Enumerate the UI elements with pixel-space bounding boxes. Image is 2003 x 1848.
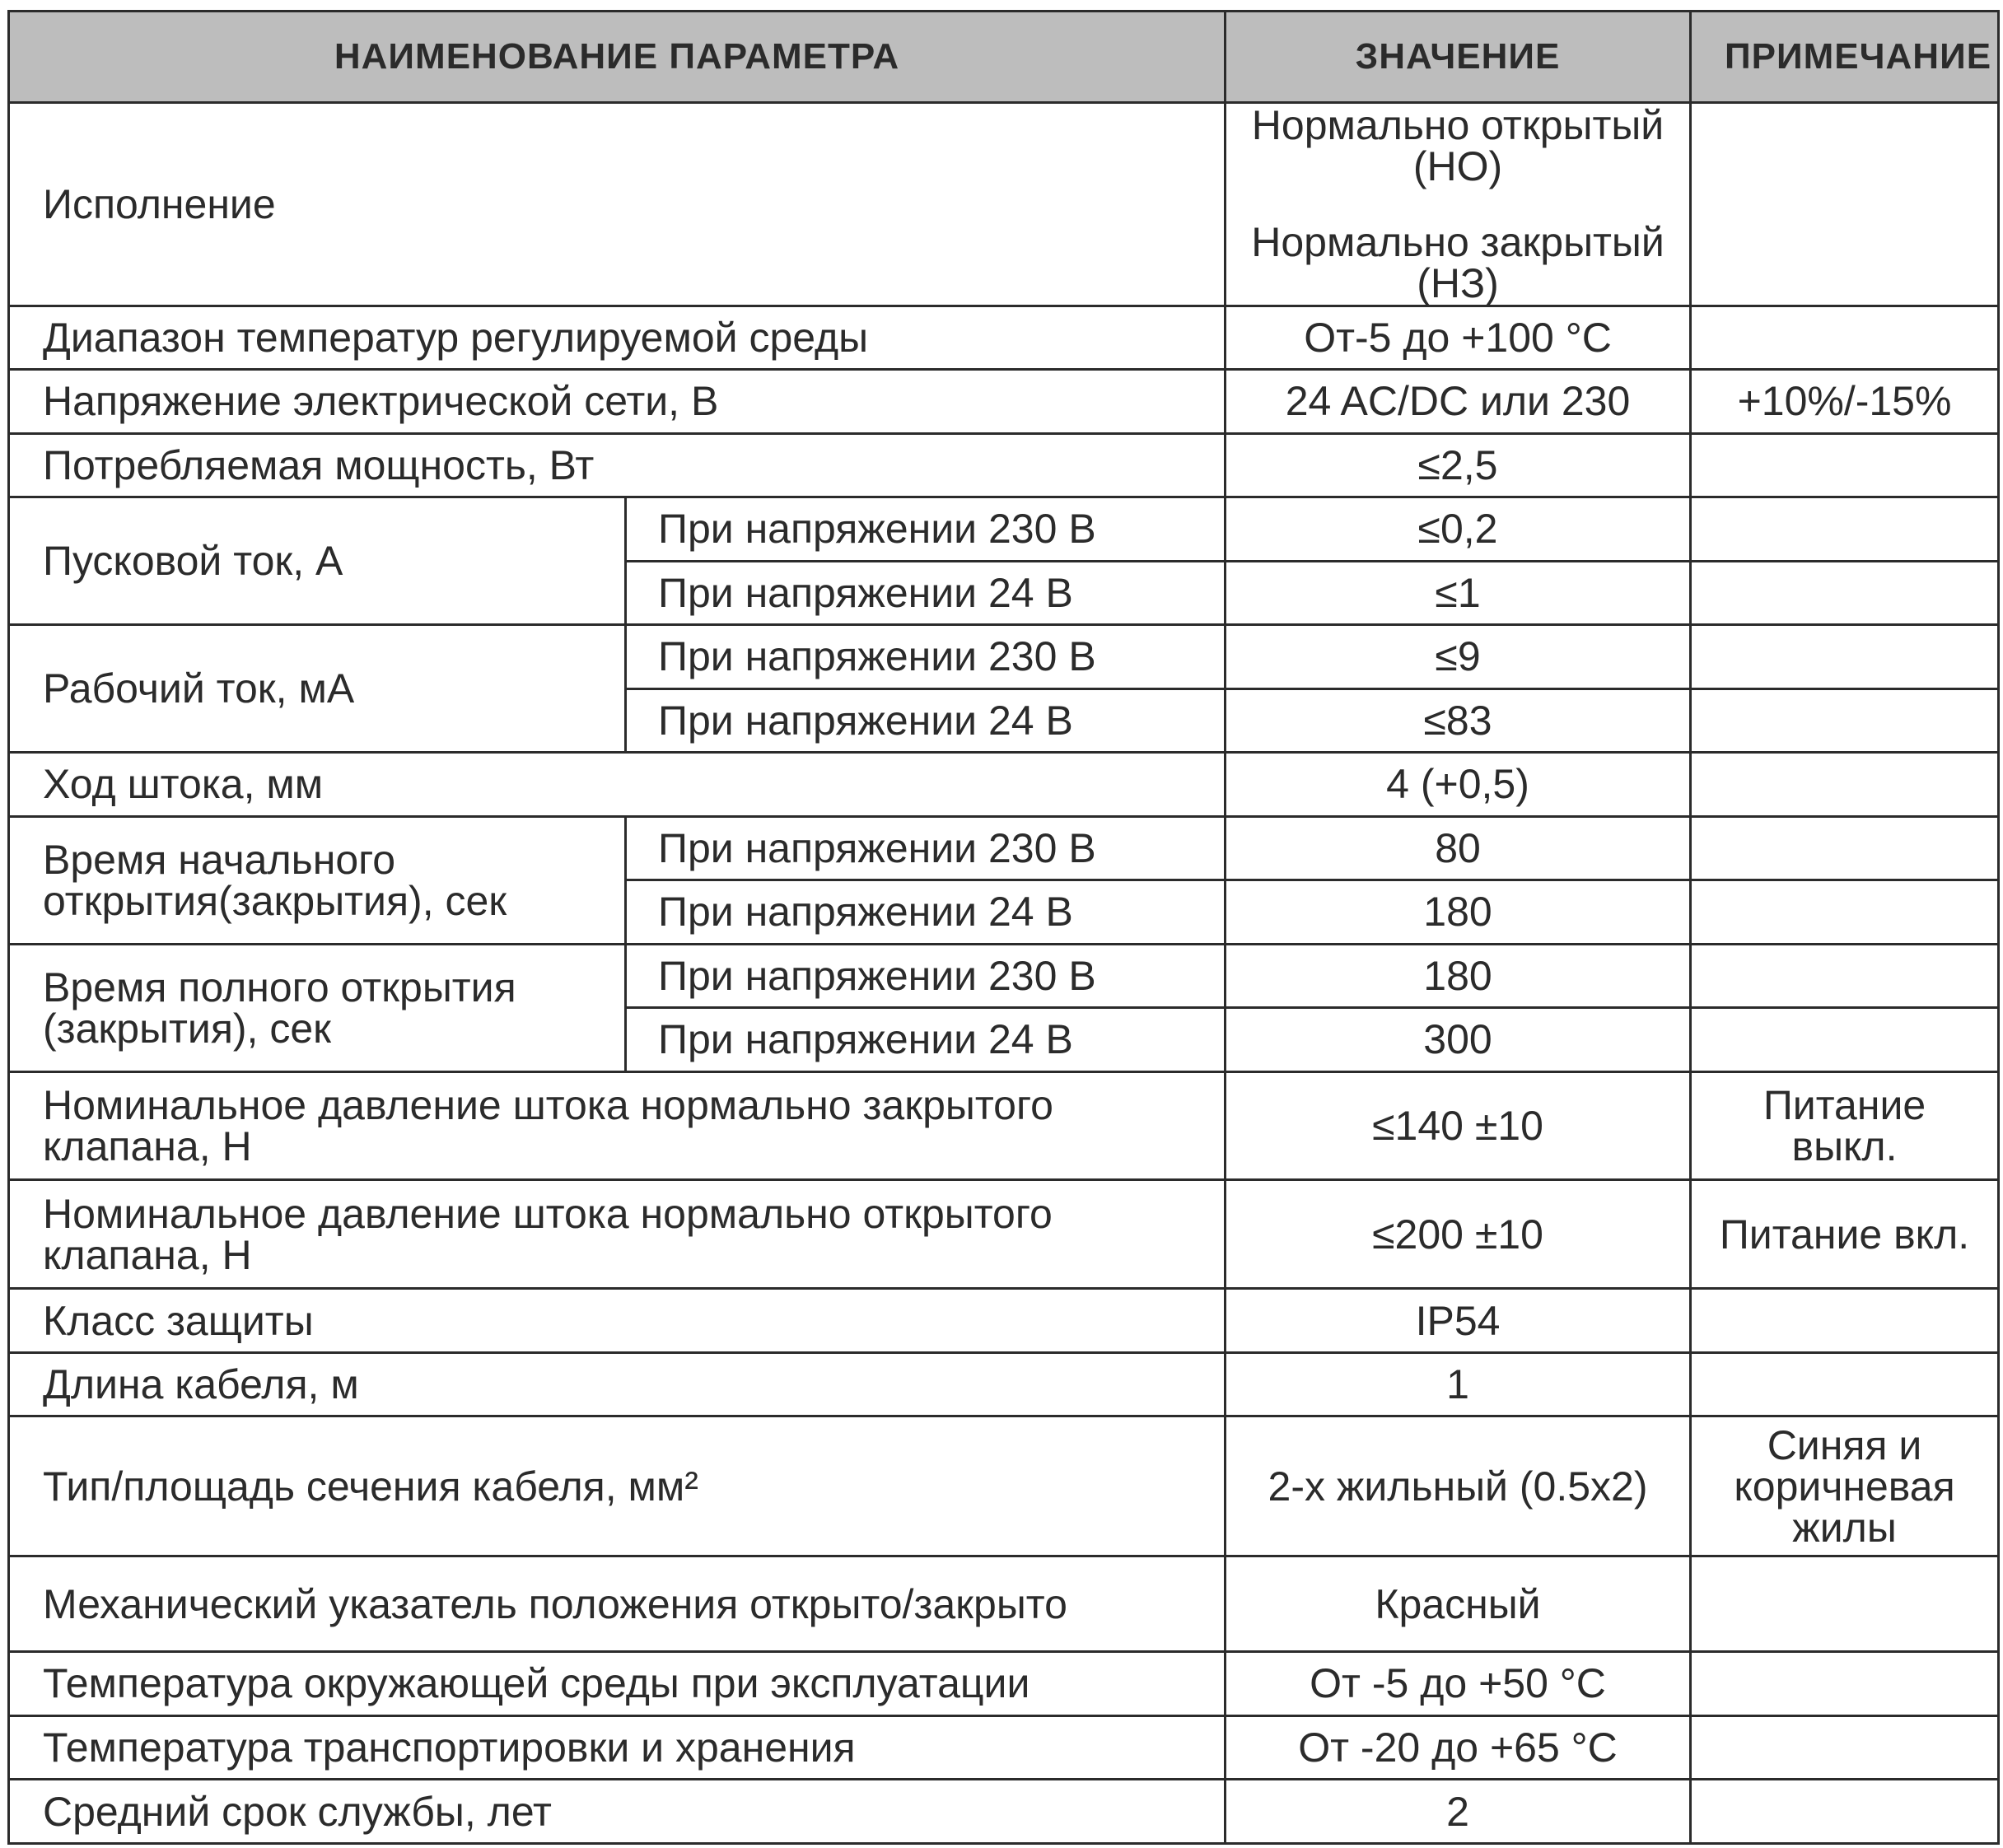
table-row [9,103,1999,306]
param-value: От -20 до +65 °С [1226,1715,1691,1780]
param-value: 180 [1226,880,1691,945]
table-row [9,1180,1999,1289]
param-note: +10%/-15% [1691,370,1999,434]
param-value: 300 [1226,1008,1691,1072]
param-value: 4 (+0,5) [1226,753,1691,817]
param-note [1691,561,1999,625]
param-value: 24 AC/DC или 230 [1226,370,1691,434]
param-subname: При напряжении 24 В [626,1008,1226,1072]
param-note [1691,1008,1999,1072]
table-row [9,816,1999,880]
param-note [1691,1652,1999,1716]
param-name: Механический указатель положения открыто/закрыто [9,1556,1226,1652]
param-name: Пусковой ток, А [9,497,626,625]
value-no: Нормально открытый (НО) [1251,101,1664,189]
param-name: Тип/площадь сечения кабеля, мм² [9,1416,1226,1556]
param-subname: При напряжении 24 В [626,880,1226,945]
param-name: Температура окружающей среды при эксплуатации [9,1652,1226,1716]
param-name: Класс защиты [9,1289,1226,1353]
param-name: Длина кабеля, м [9,1352,1226,1416]
table-row [9,1416,1999,1556]
param-name: Температура транспортировки и хранения [9,1715,1226,1780]
param-name: Время начального открытия(закрытия), сек [9,816,626,944]
param-note: Синяя и коричневая жилы [1691,1416,1999,1556]
param-name: Ход штока, мм [9,753,1226,817]
param-value: ≤200 ±10 [1226,1180,1691,1289]
param-note [1691,103,1999,306]
table-row [9,433,1999,497]
param-value: ≤83 [1226,688,1691,753]
table-row [9,1289,1999,1353]
param-note [1691,1289,1999,1353]
param-note [1691,880,1999,945]
table-row [9,497,1999,562]
param-value: IP54 [1226,1289,1691,1353]
table-row [9,370,1999,434]
param-name: Средний срок службы, лет [9,1780,1226,1844]
table-row [9,1071,1999,1180]
header-row [9,12,1999,103]
param-name: Номинальное давление штока нормально открытого клапана, Н [9,1180,1226,1289]
param-note [1691,1352,1999,1416]
param-name: Номинальное давление штока нормально закрытого клапана, Н [9,1071,1226,1180]
table-row [9,1556,1999,1652]
param-value: 1 [1226,1352,1691,1416]
table-row [9,306,1999,370]
param-value: 2 [1226,1780,1691,1844]
header-param: НАИМЕНОВАНИЕ ПАРАМЕТРА [9,12,1226,103]
table-row [9,1780,1999,1844]
table-row [9,1352,1999,1416]
param-name: Напряжение электрической сети, В [9,370,1226,434]
param-value: Красный [1226,1556,1691,1652]
param-subname: При напряжении 230 В [626,497,1226,562]
param-name: Диапазон температур регулируемой среды [9,306,1226,370]
param-name: Потребляемая мощность, Вт [9,433,1226,497]
param-note [1691,306,1999,370]
param-note [1691,497,1999,562]
param-value: 180 [1226,944,1691,1008]
table-row [9,753,1999,817]
param-subname: При напряжении 24 В [626,561,1226,625]
header-value: ЗНАЧЕНИЕ [1226,12,1691,103]
table-row [9,1652,1999,1716]
param-note [1691,688,1999,753]
param-value: 2-х жильный (0.5x2) [1226,1416,1691,1556]
param-note [1691,753,1999,817]
table-row [9,944,1999,1008]
param-note [1691,1780,1999,1844]
param-note [1691,625,1999,689]
param-note [1691,1556,1999,1652]
param-value: ≤9 [1226,625,1691,689]
param-subname: При напряжении 230 В [626,625,1226,689]
table-row [9,1715,1999,1780]
param-name: Рабочий ток, мА [9,625,626,753]
param-value: ≤2,5 [1226,433,1691,497]
param-note: Питание вкл. [1691,1180,1999,1289]
param-value [1226,103,1691,306]
param-value: От-5 до +100 °С [1226,306,1691,370]
param-value: ≤140 ±10 [1226,1071,1691,1180]
param-name: Исполнение [9,103,1226,306]
header-note: ПРИМЕЧАНИЕ [1691,12,1999,103]
param-value: От -5 до +50 °С [1226,1652,1691,1716]
param-note [1691,1715,1999,1780]
value-nz: Нормально закрытый (НЗ) [1251,218,1664,306]
param-note: Питание выкл. [1691,1071,1999,1180]
param-note [1691,433,1999,497]
param-value: ≤1 [1226,561,1691,625]
param-name: Время полного открытия (закрытия), сек [9,944,626,1071]
param-note [1691,944,1999,1008]
param-note [1691,816,1999,880]
spec-table [7,10,2000,1845]
table-row [9,625,1999,689]
param-subname: При напряжении 230 В [626,816,1226,880]
param-value: 80 [1226,816,1691,880]
param-value: ≤0,2 [1226,497,1691,562]
param-subname: При напряжении 24 В [626,688,1226,753]
param-subname: При напряжении 230 В [626,944,1226,1008]
